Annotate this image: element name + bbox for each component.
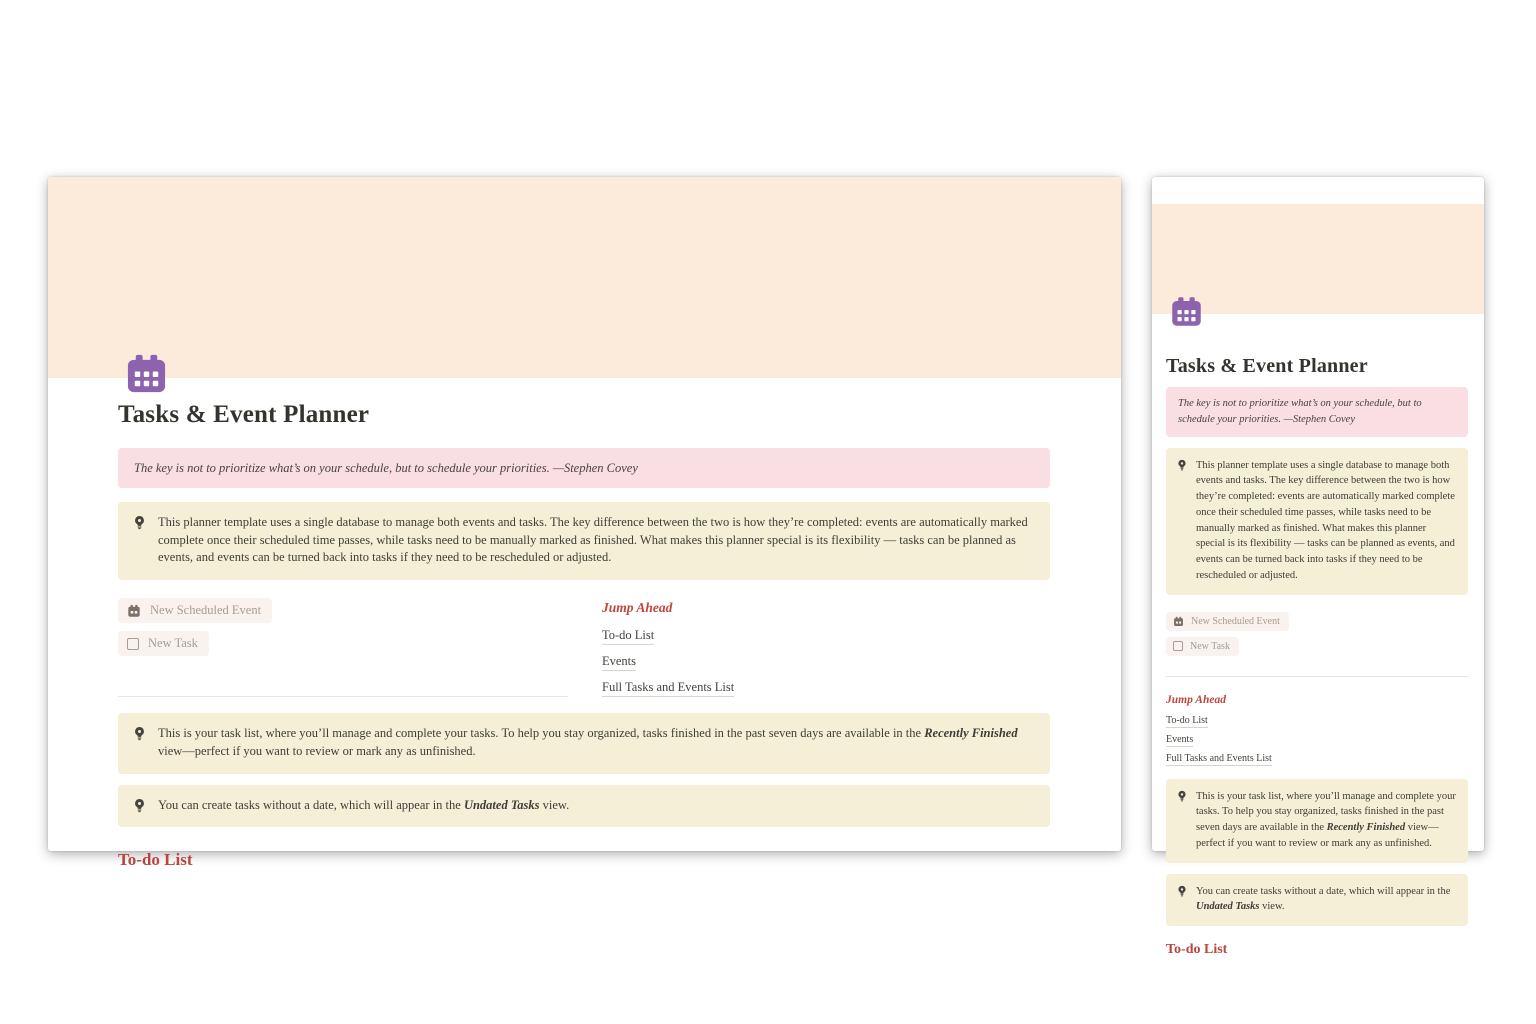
jump-link-todo-list[interactable]: To-do List — [602, 628, 654, 645]
cover-banner — [48, 177, 1121, 378]
page-title: Tasks & Event Planner — [118, 401, 370, 428]
mobile-panel — [1152, 177, 1484, 957]
new-task-label: New Task — [148, 636, 198, 651]
new-scheduled-event-label: New Scheduled Event — [150, 603, 262, 618]
calendar-icon[interactable] — [125, 352, 168, 395]
undated-callout-text: You can create tasks without a date, which will appear in the Undated Tasks view. — [1196, 885, 1451, 913]
todo-list-heading: To-do List — [118, 850, 193, 870]
checkbox-icon — [127, 638, 139, 650]
quote-callout — [118, 448, 1050, 488]
new-task-button[interactable] — [118, 631, 209, 656]
intro-callout-text: This planner template uses a single database to manage both events and tasks. The key difference between the two is how they’re completed: events are automatically marked complete once their scheduled time passes, while tasks need to be manually marked as finished. What makes this planner special is its flexibility — tasks can be planned as events, and events can be turned back into tasks if they need to be rescheduled or adjusted. — [158, 514, 1028, 565]
jump-link-events[interactable]: Events — [602, 654, 636, 671]
task-callout-text: This is your task list, where you’ll manage and complete your tasks. To help you stay organized, tasks finished in the past seven days are available in the Recently Finished view—perfect if you want to review or mark any as unfinished. — [1196, 790, 1456, 849]
lightbulb-icon — [1176, 459, 1188, 471]
page-title: Tasks & Event Planner — [1166, 355, 1368, 377]
todo-list-heading: To-do List — [1166, 942, 1228, 957]
task-callout-text: This is your task list, where you’ll manage and complete your tasks. To help you stay organized, tasks finished in the past seven days are available in the Recently Finished view—perfect if you want to review or mark any as unfinished. — [158, 726, 1018, 758]
undated-callout — [1166, 874, 1468, 927]
undated-callout — [118, 785, 1050, 828]
desktop-panel — [48, 177, 1121, 870]
quote-callout — [1166, 387, 1468, 437]
task-callout — [1166, 779, 1468, 863]
intro-callout — [1166, 448, 1468, 595]
intro-callout — [118, 502, 1050, 580]
new-task-button[interactable] — [1166, 637, 1239, 656]
task-callout — [118, 713, 1050, 774]
new-scheduled-event-label: New Scheduled Event — [1191, 615, 1280, 627]
undated-callout-text: You can create tasks without a date, which will appear in the Undated Tasks view. — [158, 797, 570, 812]
jump-link-full-list[interactable]: Full Tasks and Events List — [1166, 752, 1272, 764]
quote-text: The key is not to prioritize what’s on your schedule, but to schedule your priorities. —Stephen Covey — [1178, 398, 1422, 425]
new-scheduled-event-button[interactable] — [118, 598, 272, 623]
lightbulb-icon — [132, 798, 147, 813]
section-divider — [1166, 676, 1468, 677]
jump-link-events[interactable]: Events — [1166, 733, 1194, 745]
new-task-label: New Task — [1190, 640, 1230, 652]
jump-link-todo-list[interactable]: To-do List — [1166, 714, 1208, 726]
jump-ahead-heading: Jump Ahead — [602, 600, 673, 616]
intro-callout-text: This planner template uses a single database to manage both events and tasks. The key difference between the two is how they’re completed: events are automatically marked complete once their scheduled time passes, while tasks need to be manually marked as finished. What makes this planner special is its flexibility — tasks can be planned as events, and events can be turned back into tasks if they need to be rescheduled or adjusted. — [1196, 459, 1455, 581]
calendar-small-icon — [127, 604, 141, 618]
lightbulb-icon — [132, 515, 147, 530]
checkbox-icon — [1173, 641, 1183, 651]
lightbulb-icon — [1176, 790, 1188, 802]
calendar-icon[interactable] — [1170, 295, 1203, 328]
jump-ahead-heading: Jump Ahead — [1166, 693, 1226, 706]
lightbulb-icon — [132, 726, 147, 741]
quote-text: The key is not to prioritize what’s on your schedule, but to schedule your priorities. —Stephen Covey — [134, 460, 638, 475]
lightbulb-icon — [1176, 885, 1188, 897]
calendar-small-icon — [1173, 616, 1184, 627]
jump-link-full-list[interactable]: Full Tasks and Events List — [602, 680, 734, 697]
new-scheduled-event-button[interactable] — [1166, 612, 1289, 631]
